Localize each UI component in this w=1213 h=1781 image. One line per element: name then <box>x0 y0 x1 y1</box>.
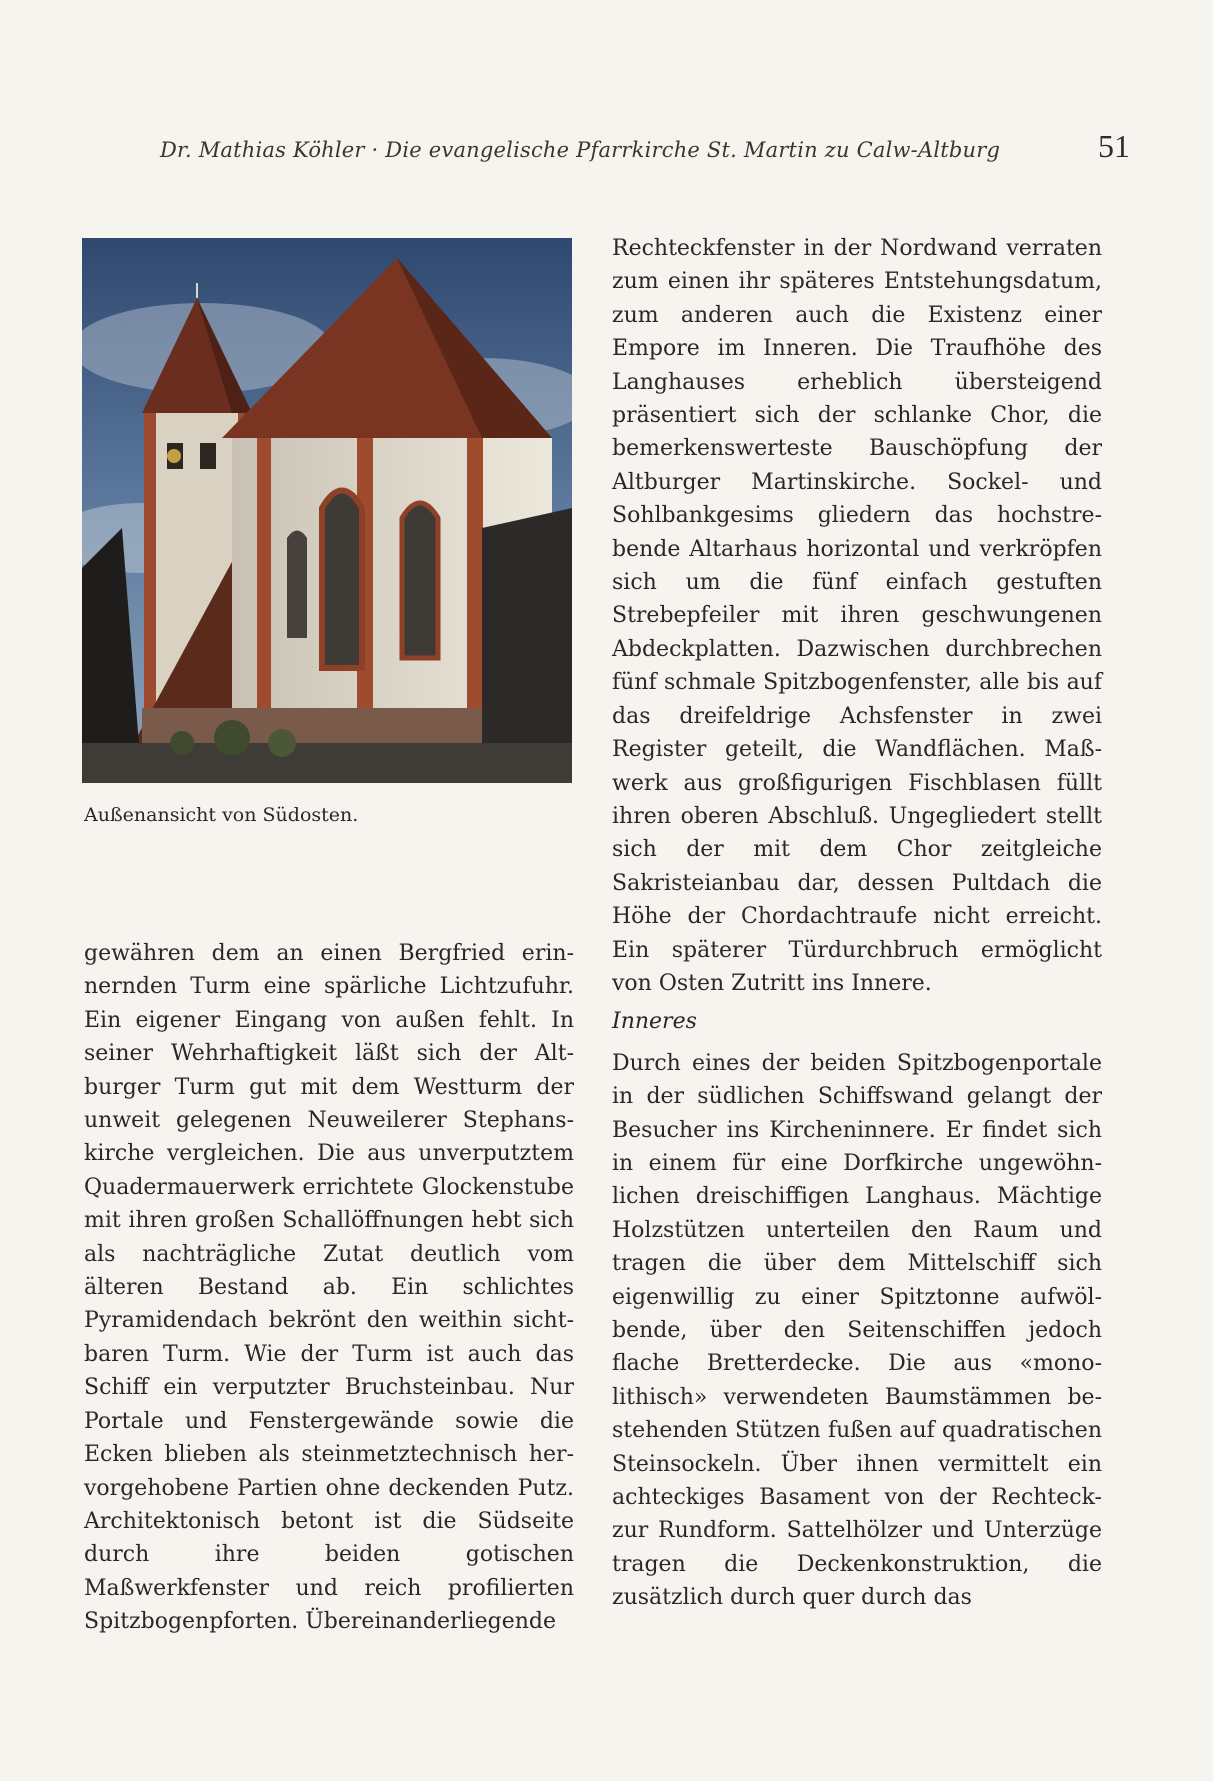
left-column <box>84 937 574 1639</box>
section-subheading: Inneres <box>612 1009 697 1035</box>
right-column <box>612 232 1102 1615</box>
church-photo <box>82 238 572 783</box>
running-title: Dr. Mathias Köhler · Die evangelische Pfarrkirche St. Martin zu Calw-Altburg <box>160 138 1001 162</box>
running-header <box>160 128 1130 165</box>
body-paragraph: Rechteckfenster in der Nordwand verraten zum einen ihr späteres Entstehungsdatum, zum anderen auch die Existenz einer Empore im Inneren. Die Traufhöhe des Langhauses erheblich übersteigend präsentiert sich der schlanke Chor, die bemerkenswerteste Bauschöpfung der Altburger Martinskirche. Sockel- und Sohlbankgesims gliedern das hochstrebende Altarhaus horizontal und verkröpfen sich um die fünf einfach gestuften Strebepfeiler mit ihren geschwungenen Abdeckplatten. Dazwischen durchbrechen fünf schmale Spitzbogenfenster, alle bis auf das dreifeldrige Achsfenster in zwei Register geteilt, die Wandflächen. Maßwerk aus großfigurigen Fischblasen füllt ihren oberen Abschluß. Ungegliedert stellt sich der mit dem Chor zeitgleiche Sakristeianbau dar, dessen Pultdach die Höhe der Chordachtraufe nicht erreicht. Ein späterer Türdurchbruch ermöglicht von Osten Zutritt ins Innere. <box>612 236 1102 996</box>
body-paragraph: Durch eines der beiden Spitzbogenportale in der südlichen Schiffswand gelangt der Besucher ins Kircheninnere. Er findet sich in einem für eine Dorfkirche ungewöhnlichen dreischiffigen Langhaus. Mächtige Holzstützen unterteilen den Raum und tragen die über dem Mittelschiff sich eigenwillig zu einer Spitztonne aufwölbende, über den Seitenschiffen jedoch flache Bretterdecke. Die aus «monolithisch» verwendeten Baumstämmen bestehenden Stützen fußen auf quadratischen Steinsockeln. Über ihnen vermittelt ein achteckiges Basament von der Rechteck- zur Rundform. Sattelhölzer und Unterzüge tragen die Deckenkonstruktion, die zusätzlich durch quer durch das <box>612 1050 1102 1611</box>
ground <box>82 743 572 783</box>
page-number: 51 <box>1098 128 1130 164</box>
figure-caption: Außenansicht von Südosten. <box>84 804 359 826</box>
shadow-wall <box>482 508 572 783</box>
body-paragraph: gewähren dem an einen Bergfried erinnernden Turm eine spärliche Lichtzufuhr. Ein eigener Eingang von außen fehlt. In seiner Wehrhaftigkeit läßt sich der Altburger Turm gut mit dem Westturm der unweit gelegenen Neuweilerer Stephanskirche vergleichen. Die aus unverputztem Quadermauerwerk errichtete Glockenstube mit ihren großen Schallöffnungen hebt sich als nachträgliche Zutat deutlich vom älteren Bestand ab. Ein schlichtes Pyramidendach bekrönt den weithin sichtbaren Turm. Wie der Turm ist auch das Schiff ein verputzter Bruchsteinbau. Nur Portale und Fenstergewände sowie die Ecken blieben als steinmetztechnisch hervorgehobene Partien ohne deckenden Putz. Architektonisch betont ist die Südseite durch ihre beiden gotischen Maßwerkfenster und reich profilierten Spitzbogenpforten. Übereinanderliegende <box>84 941 574 1635</box>
church-illustration <box>82 238 572 783</box>
